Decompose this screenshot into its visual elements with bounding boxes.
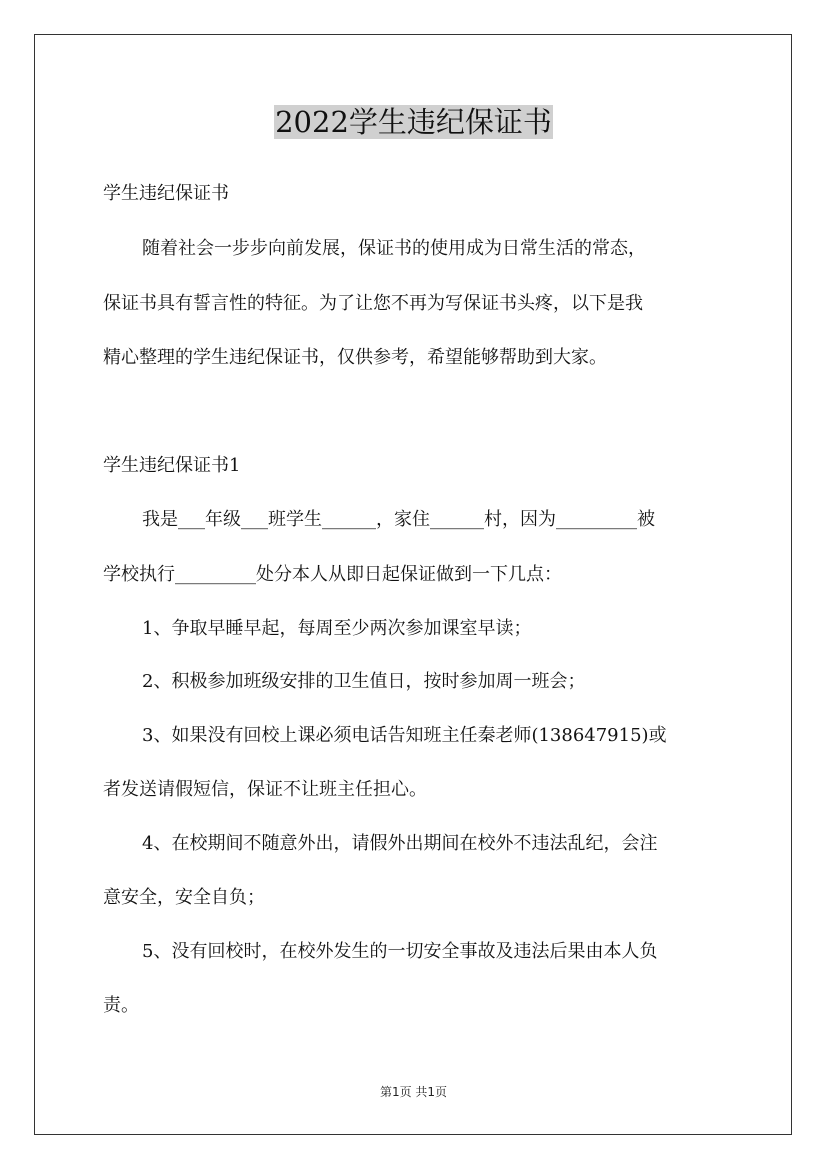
pledge-item-5-line-1: 5、没有回校时，在校外发生的一切安全事故及违法后果由本人负	[142, 941, 658, 962]
intro-line-1: 随着社会一步步向前发展，保证书的使用成为日常生活的常态，	[142, 238, 646, 259]
intro-line-3: 精心整理的学生违纪保证书，仅供参考，希望能够帮助到大家。	[103, 347, 607, 368]
document-title	[0, 100, 827, 144]
pledge-item-2: 2、积极参加班级安排的卫生值日，按时参加周一班会；	[142, 671, 586, 692]
document-title-text: 2022学生违纪保证书	[275, 105, 552, 139]
page-number: 第1页 共1页	[379, 1085, 448, 1099]
pledge-item-4-line-2: 意安全，安全自负；	[103, 887, 265, 908]
pledge-item-4-line-1: 4、在校期间不随意外出，请假外出期间在校外不违法乱纪，会注	[142, 833, 658, 854]
pledge-item-3-line-1: 3、如果没有回校上课必须电话告知班主任秦老师(138647915)或	[142, 725, 667, 746]
intro-line-2: 保证书具有誓言性的特征。为了让您不再为写保证书头疼，以下是我	[103, 293, 643, 314]
pledge-line-1: 我是___年级___班学生______，家住______村，因为_________被	[142, 509, 655, 530]
pledge-item-5-line-2: 责。	[103, 995, 139, 1016]
section1-heading: 学生违纪保证书1	[103, 455, 241, 476]
pledge-line-2: 学校执行_________处分本人从即日起保证做到一下几点：	[103, 564, 562, 585]
pledge-item-3-line-2: 者发送请假短信，保证不让班主任担心。	[103, 779, 427, 800]
pledge-item-1: 1、争取早睡早起，每周至少两次参加课室早读；	[142, 618, 532, 639]
document-heading: 学生违纪保证书	[103, 183, 229, 204]
